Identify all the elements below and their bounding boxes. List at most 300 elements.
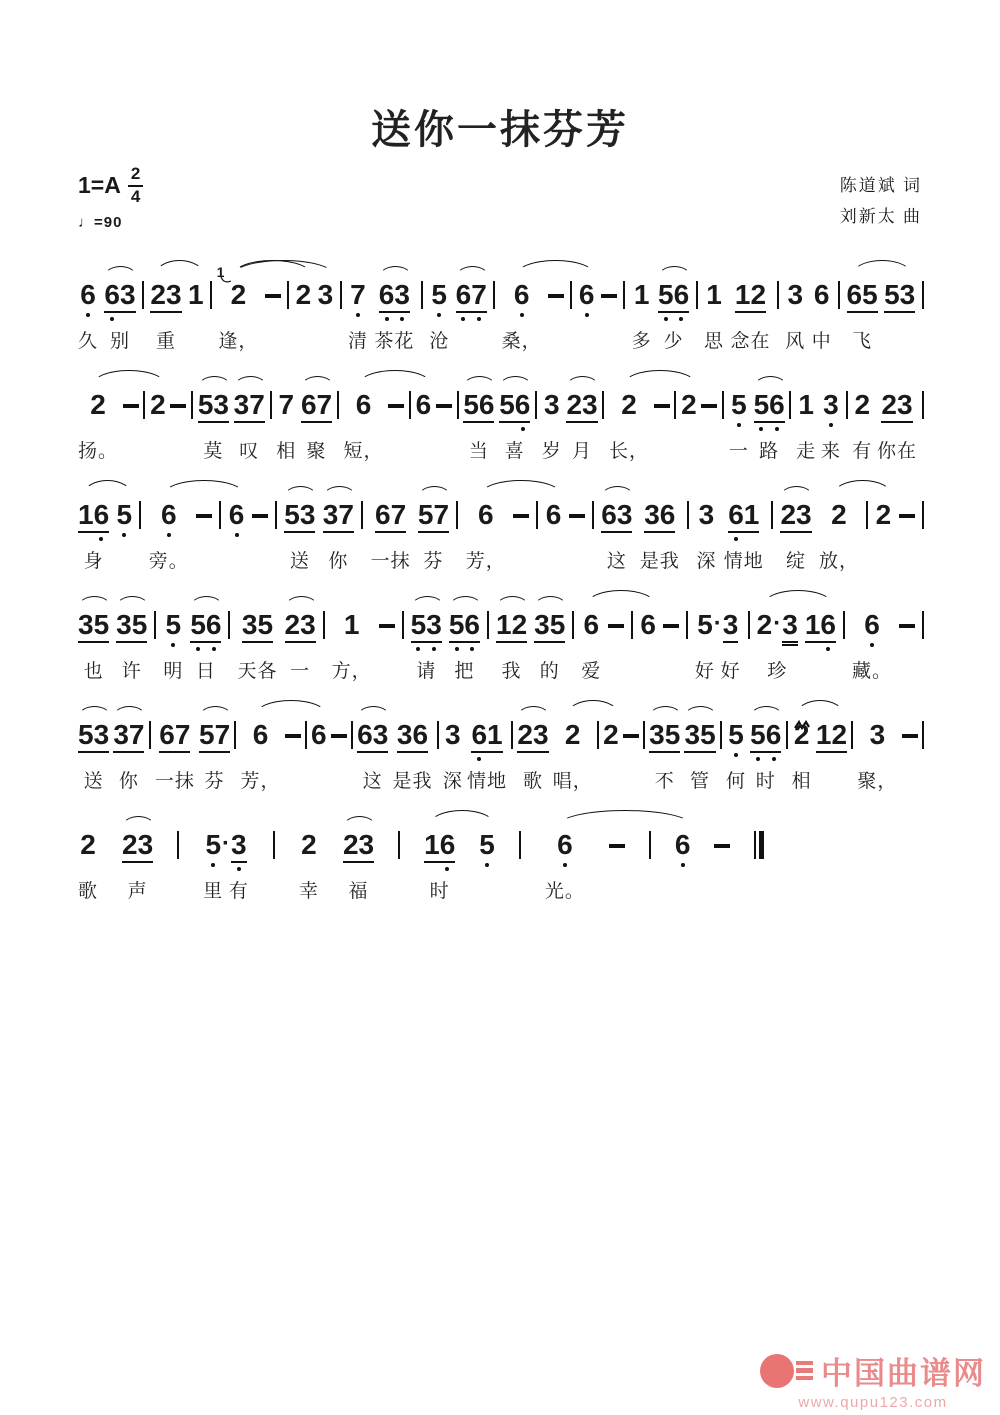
note-unit [780, 499, 812, 573]
note-unit [276, 389, 297, 463]
barline-stroke [234, 721, 236, 749]
barline [270, 390, 272, 460]
note-group [902, 720, 918, 754]
note-unit [233, 389, 265, 463]
note-group [519, 830, 521, 864]
note-digit: 6 [206, 610, 222, 640]
barline-stroke [838, 281, 840, 309]
note-group [311, 720, 327, 754]
octave-dot [171, 643, 175, 647]
barline-stroke [493, 281, 495, 309]
slur-arc [754, 376, 787, 387]
note-unit [104, 279, 136, 353]
note-group [398, 830, 400, 864]
note-digit: 5 [728, 720, 744, 750]
octave-dot [196, 647, 200, 651]
note-group [720, 720, 722, 754]
note-group [728, 500, 759, 534]
note-digit: 5 [862, 279, 878, 311]
tempo-value: =90 [94, 214, 123, 232]
note-digit: 5 [449, 610, 465, 640]
beam-underline [471, 720, 502, 753]
slur-arc [113, 706, 146, 717]
note-unit [442, 719, 463, 793]
lyric-text: 桑， [501, 331, 542, 353]
music-line-5 [78, 696, 924, 793]
barline-stroke [149, 721, 151, 749]
barline [720, 720, 722, 790]
slur-arc [199, 706, 232, 717]
note-unit [392, 719, 433, 793]
barline-stroke [398, 831, 400, 859]
beam-underline [122, 830, 153, 863]
lyric-text: 时 [755, 771, 776, 793]
note-digit: 6 [601, 499, 617, 531]
note-digit: 5 [199, 719, 215, 751]
note-group [496, 610, 527, 644]
note-digit: 3 [93, 719, 110, 751]
note-group [150, 280, 181, 314]
dash-cell [196, 500, 212, 570]
octave-dot [477, 757, 481, 761]
barline [572, 610, 574, 680]
duration-dash [609, 844, 625, 848]
barline-stroke [866, 501, 868, 529]
note-digit: 3 [823, 390, 839, 420]
barline-stroke [437, 721, 439, 749]
note-unit [756, 609, 798, 683]
note-digit: 5 [166, 610, 182, 640]
note-digit: 6 [514, 280, 530, 310]
barline-stroke [519, 831, 521, 859]
note-digit: 2 [342, 829, 359, 861]
note-digit: 6 [94, 500, 110, 530]
note-digit: 6 [477, 499, 494, 531]
note-group [493, 280, 495, 314]
barline [722, 390, 724, 460]
barline [602, 390, 604, 460]
barline-stroke [154, 611, 156, 639]
lyric-text: 茶花 [374, 331, 415, 353]
note-digit: 6 [229, 500, 245, 530]
beam-underline [411, 610, 442, 643]
note-group [674, 390, 676, 424]
octave-dot [664, 317, 668, 321]
note-group [597, 720, 599, 754]
slur-arc [623, 370, 696, 385]
dash-cell [331, 720, 347, 790]
barline-stroke [535, 391, 537, 419]
tempo-note-icon: ♩ [78, 214, 94, 232]
lyric-text: 念在 [730, 331, 771, 353]
barline-stroke [722, 391, 724, 419]
note-group [649, 720, 680, 754]
note-unit [820, 389, 841, 463]
note-digit: 6 [415, 389, 432, 421]
beam-underline [150, 280, 181, 313]
note-group [649, 830, 651, 864]
note-digit: 6 [674, 280, 690, 310]
note-unit [851, 609, 892, 683]
tempo-marking [78, 214, 143, 231]
note-digit: 2 [875, 499, 892, 531]
barline [748, 610, 750, 680]
note-digit: 2 [517, 719, 533, 751]
duration-dash [902, 734, 918, 738]
dash-cell [899, 610, 915, 680]
dash-cell [609, 830, 625, 900]
note-group [265, 280, 281, 314]
lyric-text: 你 [328, 551, 349, 573]
slur-arc [255, 700, 326, 715]
note-group [514, 280, 530, 314]
note-digit: 6 [355, 389, 372, 421]
note-digit: 6 [80, 280, 96, 310]
duration-dash [252, 514, 268, 518]
note-digit: 3 [534, 609, 550, 641]
note-group [445, 720, 461, 754]
note-group [301, 390, 332, 424]
barline [649, 830, 651, 900]
note-group [623, 720, 639, 754]
octave-dot [737, 423, 741, 427]
note-digit: 5 [417, 499, 434, 531]
note-digit: 3 [241, 609, 258, 641]
slur-arc [343, 816, 376, 827]
note-group [177, 830, 179, 864]
beam-underline [379, 280, 410, 313]
note-unit [684, 719, 716, 793]
beam-underline [496, 610, 527, 643]
lyric-text: 深 [442, 771, 463, 793]
lyric-text: 扬。 [78, 441, 119, 463]
beam-underline [78, 610, 109, 643]
note-group [548, 280, 564, 314]
note-group [273, 830, 275, 864]
lyric-text: 歌 [522, 771, 543, 793]
barline-stroke [228, 611, 230, 639]
note-digit: 3 [396, 719, 413, 751]
note-group [602, 390, 604, 424]
barline [149, 720, 151, 790]
note-group [592, 500, 594, 534]
note-group [478, 500, 494, 534]
lyric-text: 放， [818, 551, 859, 573]
note-digit: 3 [299, 499, 316, 531]
beam-underline [499, 390, 530, 423]
note-group [285, 610, 316, 644]
note-digit: 2 [511, 609, 528, 641]
note-digit: 1 [798, 389, 814, 421]
note-digit: 5 [499, 389, 515, 421]
note-group [814, 280, 830, 314]
note-unit [805, 610, 836, 680]
barline [866, 500, 868, 570]
note-digit: 5 [197, 389, 214, 421]
note-digit: 6 [846, 279, 863, 311]
lyric-text: 月 [572, 441, 593, 463]
barline [421, 280, 423, 350]
barline [275, 500, 277, 570]
music-line-1 [78, 256, 924, 353]
note-digit: 2 [564, 719, 581, 751]
octave-dot [455, 647, 459, 651]
watermark [760, 1348, 986, 1411]
slur-arc [852, 260, 913, 275]
note-group [161, 500, 177, 534]
barline [337, 390, 339, 460]
duration-dash [663, 624, 679, 628]
note-digit: 5 [116, 500, 132, 530]
note-digit: 2 [756, 609, 773, 641]
beam-underline [847, 280, 878, 313]
barline [402, 610, 404, 680]
lyric-text: 是我 [639, 551, 680, 573]
note-group [456, 280, 487, 314]
beam-underline [78, 720, 109, 753]
octave-dot [759, 427, 763, 431]
dash-cell [436, 390, 452, 460]
lyric-text: 短， [343, 441, 384, 463]
duration-dash [623, 734, 639, 738]
note-group [714, 830, 730, 864]
note-unit [857, 719, 898, 793]
lyric-text: 福 [348, 881, 369, 903]
note-digit: 3 [644, 499, 660, 531]
note-unit [343, 389, 384, 463]
beam-underline [601, 500, 632, 533]
note-digit: 1 [706, 279, 722, 311]
lyric-text: 一 [728, 441, 749, 463]
duration-dash [601, 294, 617, 298]
credits [840, 171, 922, 232]
lyric-text: 送 [83, 771, 104, 793]
note-group [881, 390, 912, 424]
note-unit [750, 719, 782, 793]
note-unit [609, 389, 650, 463]
barline-stroke [275, 501, 277, 529]
note-group [90, 390, 106, 424]
note-unit [322, 499, 354, 573]
note-unit [374, 279, 415, 353]
lyric-text: 聚 [306, 441, 327, 463]
barline [511, 720, 513, 790]
note-unit [546, 500, 562, 570]
note-group [794, 720, 810, 754]
note-digit: 3 [231, 830, 247, 860]
lyric-text: 芳， [240, 771, 281, 793]
note-digit: 3 [684, 719, 701, 751]
note-digit: 3 [317, 279, 334, 311]
note-group [513, 500, 529, 534]
beam-underline [463, 390, 494, 423]
barline-stroke [191, 391, 193, 419]
note-unit [640, 610, 656, 680]
note-unit [342, 829, 375, 903]
lyric-text: 的 [539, 661, 560, 683]
dash-cell [513, 500, 529, 570]
octave-dot [235, 533, 239, 537]
note-group [122, 830, 153, 864]
note-group [409, 390, 411, 424]
slur-arc [92, 370, 165, 385]
meter-numerator: 2 [128, 165, 143, 187]
beam-underline [199, 720, 230, 753]
note-digit: 3 [616, 499, 633, 531]
lyric-text: 芬 [204, 771, 225, 793]
note-unit [601, 499, 633, 573]
note-digit: 2 [881, 389, 897, 421]
note-group [748, 610, 750, 644]
note-group [379, 610, 395, 644]
barline [922, 280, 924, 350]
beam-underline [357, 720, 388, 753]
note-group [805, 610, 836, 644]
lyric-text: 少 [663, 331, 684, 353]
note-unit [216, 264, 259, 353]
note-unit [298, 829, 319, 903]
barline [305, 720, 307, 790]
note-unit [675, 830, 691, 900]
lyric-text: 沧 [429, 331, 450, 353]
note-unit [501, 279, 542, 353]
beam-underline [816, 720, 847, 753]
note-digit: 3 [532, 719, 549, 751]
note-digit: 2 [780, 499, 797, 531]
barline [535, 390, 537, 460]
slur-arc [649, 706, 682, 717]
dash-cell [548, 280, 564, 350]
barline-stroke [922, 501, 924, 529]
duration-dash [436, 404, 452, 408]
barline [219, 500, 221, 570]
dash-cell [701, 390, 717, 460]
slur-arc [358, 370, 431, 385]
barline-stroke [786, 721, 788, 749]
lyric-text: 这 [362, 771, 383, 793]
note-group [78, 720, 109, 754]
lyric-text: 绽 [786, 551, 807, 573]
slur-arc [155, 260, 204, 275]
note-digit: 2 [90, 389, 106, 421]
lyric-text: 管 [690, 771, 711, 793]
note-unit [78, 609, 110, 683]
note-digit: 3 [394, 280, 410, 310]
note-group [757, 610, 798, 644]
note-digit: 3 [445, 719, 461, 751]
barline-stroke [456, 501, 458, 529]
octave-dot [870, 643, 874, 647]
note-group [843, 610, 845, 644]
barline [846, 390, 848, 460]
barline-stroke [643, 721, 645, 749]
note-unit [429, 279, 450, 353]
note-digit: 7 [338, 499, 354, 531]
note-group [876, 500, 892, 534]
slur-arc [586, 590, 655, 605]
beam-underline [649, 720, 680, 753]
beam-underline [735, 280, 766, 313]
octave-dot [400, 317, 404, 321]
lyric-text: 重 [155, 331, 176, 353]
note-digit: 1 [633, 279, 650, 311]
slur-arc [517, 706, 550, 717]
note-unit [495, 609, 528, 683]
note-group [205, 830, 246, 864]
barline-stroke [649, 831, 651, 859]
note-unit [237, 609, 278, 683]
note-group [457, 390, 459, 424]
note-digit: 6 [557, 830, 573, 860]
note-group [754, 830, 764, 864]
note-digit: 6 [769, 390, 785, 420]
barline-stroke [287, 281, 289, 309]
octave-dot [461, 317, 465, 321]
note-group [584, 610, 600, 644]
note-group [331, 720, 347, 754]
dot-glyph: · [222, 830, 231, 858]
qupu-logo-bars-icon [796, 1361, 813, 1381]
octave-dot [470, 647, 474, 651]
note-unit [311, 720, 327, 790]
note-digit: 6 [820, 610, 836, 640]
note-digit: 6 [159, 719, 175, 751]
note-group [687, 500, 689, 534]
lyricist-credit: 陈道斌 词 [839, 176, 922, 195]
note-unit [791, 719, 812, 793]
note-group [701, 390, 717, 424]
duration-dash [331, 734, 347, 738]
note-group [301, 830, 317, 864]
note-group [517, 720, 548, 754]
duration-dash [899, 624, 915, 628]
note-digit: 2 [80, 829, 96, 861]
note-digit: 3 [78, 609, 94, 641]
note-group [654, 390, 670, 424]
octave-dot [485, 863, 489, 867]
note-digit: 6 [813, 279, 830, 311]
note-digit: 2 [230, 279, 247, 311]
lyric-text: 爱 [581, 661, 602, 683]
note-group [343, 830, 374, 864]
note-group [323, 500, 354, 534]
dash-cell [902, 720, 918, 790]
note-group [340, 280, 342, 314]
barline-stroke [696, 281, 698, 309]
dash-cell [654, 390, 670, 460]
note-digit: 5 [658, 280, 674, 310]
lyric-text: 一抹 [154, 771, 195, 793]
note-unit [199, 719, 231, 793]
note-digit: 5 [78, 719, 94, 751]
dash-cell [265, 280, 281, 350]
note-group [499, 390, 530, 424]
lyric-text: 一抹 [370, 551, 411, 573]
note-unit [463, 389, 495, 463]
beam-underline [190, 610, 221, 643]
note-unit [694, 609, 741, 683]
note-digit: 3 [233, 389, 250, 421]
note-group [357, 720, 388, 754]
note-group [754, 390, 785, 424]
barline-stroke [570, 281, 572, 309]
note-digit: 6 [311, 719, 327, 751]
note-digit: 5 [884, 279, 900, 311]
watermark-url: www.qupu123.com [798, 1394, 948, 1411]
note-unit [811, 279, 832, 353]
note-group [644, 500, 675, 534]
note-group [219, 500, 221, 534]
